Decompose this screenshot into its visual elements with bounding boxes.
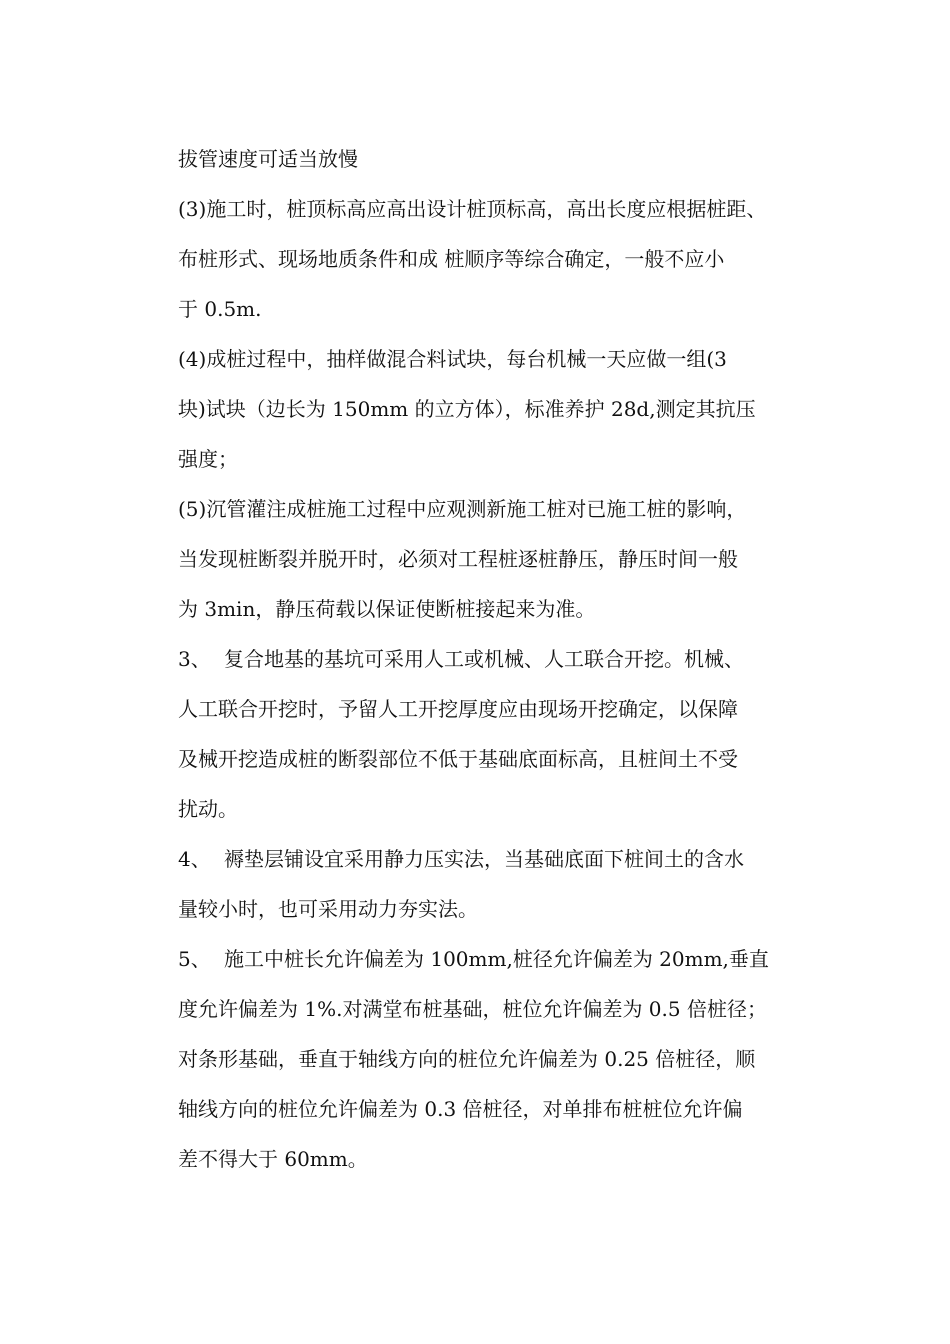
text-line: 强度； (178, 447, 238, 471)
text-line: 块)试块（边长为 150mm 的立方体），标准养护 28d,测定其抗压 (178, 397, 756, 421)
list-item-text: 复合地基的基坑可采用人工或机械、人工联合开挖。机械、 (224, 647, 744, 671)
text-line: 差不得大于 60mm。 (178, 1147, 368, 1171)
text-line: 度允许偏差为 1%.对满堂布桩基础，桩位允许偏差为 0.5 倍桩径； (178, 997, 767, 1021)
text-line: (4)成桩过程中，抽样做混合料试块，每台机械一天应做一组(3 (178, 347, 727, 371)
text-line: 扰动。 (178, 797, 238, 821)
text-line: 为 3min，静压荷载以保证使断桩接起来为准。 (178, 597, 596, 621)
list-item-text: 施工中桩长允许偏差为 100mm,桩径允许偏差为 20mm,垂直 (224, 947, 769, 971)
document-body (178, 134, 818, 1184)
list-number: 4、 (178, 847, 211, 871)
text-line: 当发现桩断裂并脱开时，必须对工程桩逐桩静压，静压时间一般 (178, 547, 738, 571)
text-line: 人工联合开挖时，予留人工开挖厚度应由现场开挖确定，以保障 (178, 697, 738, 721)
text-line: 量较小时，也可采用动力夯实法。 (178, 897, 478, 921)
text-line: 于 0.5m. (178, 297, 262, 321)
list-item-3 (178, 634, 818, 684)
list-item-4 (178, 834, 818, 884)
text-line: 对条形基础，垂直于轴线方向的桩位允许偏差为 0.25 倍桩径，顺 (178, 1047, 756, 1071)
text-line: 及械开挖造成桩的断裂部位不低于基础底面标高，且桩间土不受 (178, 747, 738, 771)
list-item-5 (178, 934, 818, 984)
text-line: (5)沉管灌注成桩施工过程中应观测新施工桩对已施工桩的影响， (178, 497, 747, 521)
list-item-text: 褥垫层铺设宜采用静力压实法，当基础底面下桩间土的含水 (224, 847, 744, 871)
text-line: (3)施工时，桩顶标高应高出设计桩顶标高，高出长度应根据桩距、 (178, 197, 767, 221)
list-number: 5、 (178, 947, 211, 971)
text-line: 轴线方向的桩位允许偏差为 0.3 倍桩径，对单排布桩桩位允许偏 (178, 1097, 743, 1121)
text-line: 布桩形式、现场地质条件和成 桩顺序等综合确定，一般不应小 (178, 247, 725, 271)
text-line: 拔管速度可适当放慢 (178, 147, 358, 171)
list-number: 3、 (178, 647, 211, 671)
